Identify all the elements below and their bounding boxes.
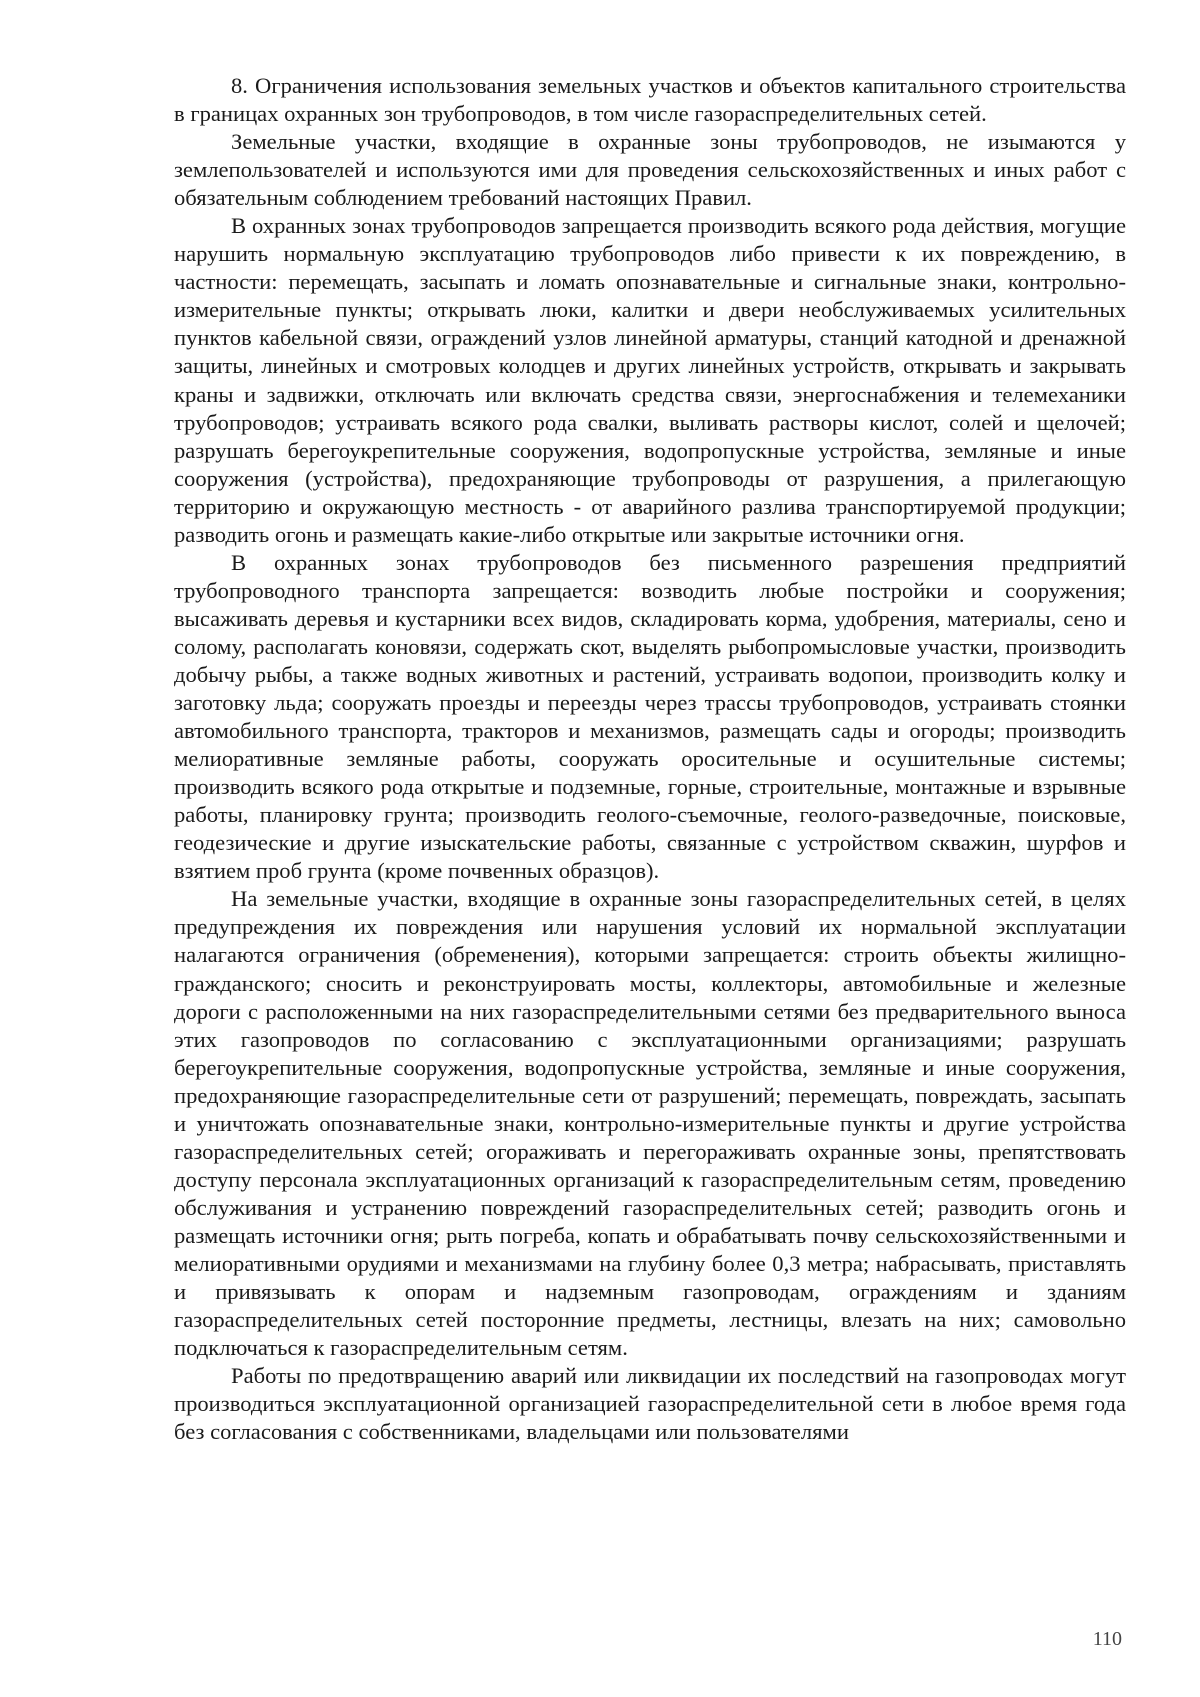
page-number: 110: [1092, 1628, 1122, 1650]
document-body: [174, 72, 1126, 1446]
paragraph-without-permission: В охранных зонах трубопроводов без письменного разрешения предприятий трубопроводного транспорта запрещается: возводить любые постройки и сооружения; высаживать деревья и кустарники всех видов, складировать корма, удобрения, материалы, сено и солому, располагать коновязи, содержать скот, выделять рыбопромысловые участки, производить добычу рыбы, а также водных животных и растений, устраивать водопои, производить колку и заготовку льда; сооружать проезды и переезды через трассы трубопроводов, устраивать стоянки автомобильного транспорта, тракторов и механизмов, размещать сады и огороды; производить мелиоративные земляные работы, сооружать оросительные и осушительные системы; производить всякого рода открытые и подземные, горные, строительные, монтажные и взрывные работы, планировку грунта; производить геолого-съемочные, геолого-разведочные, поисковые, геодезические и другие изыскательские работы, связанные с устройством скважин, шурфов и взятием проб грунта (кроме почвенных образцов).: [174, 549, 1126, 884]
paragraph-gas-network-restrictions: На земельные участки, входящие в охранные зоны газораспределительных сетей, в целях предупреждения их повреждения или нарушения условий их нормальной эксплуатации налагаются ограничения (обременения), которыми запрещается: строить объекты жилищно-гражданского; сносить и реконструировать мосты, коллекторы, автомобильные и железные дороги с расположенными на них газораспределительными сетями без предварительного выноса этих газопроводов по согласованию с эксплуатационными организациями; разрушать берегоукрепительные сооружения, водопропускные устройства, земляные и иные сооружения, предохраняющие газораспределительные сети от разрушений; перемещать, повреждать, засыпать и уничтожать опознавательные знаки, контрольно-измерительные пункты и другие устройства газораспределительных сетей; огораживать и перегораживать охранные зоны, препятствовать доступу персонала эксплуатационных организаций к газораспределительным сетям, проведению обслуживания и устранению повреждений газораспределительных сетей; разводить огонь и размещать источники огня; рыть погреба, копать и обрабатывать почву сельскохозяйственными и мелиоративными орудиями и механизмами на глубину более 0,3 метра; набрасывать, приставлять и привязывать к опорам и надземным газопроводам, ограждениям и зданиям газораспределительных сетей посторонние предметы, лестницы, влезать на них; самовольно подключаться к газораспределительным сетям.: [174, 886, 1126, 1361]
paragraph-prohibited-actions: В охранных зонах трубопроводов запрещается производить всякого рода действия, могущие нарушить нормальную эксплуатацию трубопроводов либо привести к их повреждению, в частности: перемещать, засыпать и ломать опознавательные и сигнальные знаки, контрольно-измерительные пункты; открывать люки, калитки и двери необслуживаемых усилительных пунктов кабельной связи, ограждений узлов линейной арматуры, станций катодной и дренажной защиты, линейных и смотровых колодцев и других линейных устройств, открывать и закрывать краны и задвижки, отключать или включать средства связи, энергоснабжения и телемеханики трубопроводов; устраивать всякого рода свалки, выливать растворы кислот, солей и щелочей; разрушать берегоукрепительные сооружения, водопропускные устройства, земляные и иные сооружения (устройства), предохраняющие трубопроводы от разрушения, а прилегающую территорию и окружающую местность - от аварийного разлива транспортируемой продукции; разводить огонь и размещать какие-либо открытые или закрытые источники огня.: [174, 213, 1126, 547]
paragraph-emergency-works: Работы по предотвращению аварий или ликвидации их последствий на газопроводах могут производиться эксплуатационной организацией газораспределительной сети в любое время года без согласования с собственниками, владельцами или пользователями: [174, 1363, 1126, 1445]
paragraph-heading-section-8: 8. Ограничения использования земельных участков и объектов капитального строительства в границах охранных зон трубопроводов, в том числе газораспределительных сетей.: [174, 73, 1126, 127]
paragraph-land-plots: Земельные участки, входящие в охранные зоны трубопроводов, не изымаются у землепользователей и используются ими для проведения сельскохозяйственных и иных работ с обязательным соблюдением требований настоящих Правил.: [174, 129, 1126, 211]
